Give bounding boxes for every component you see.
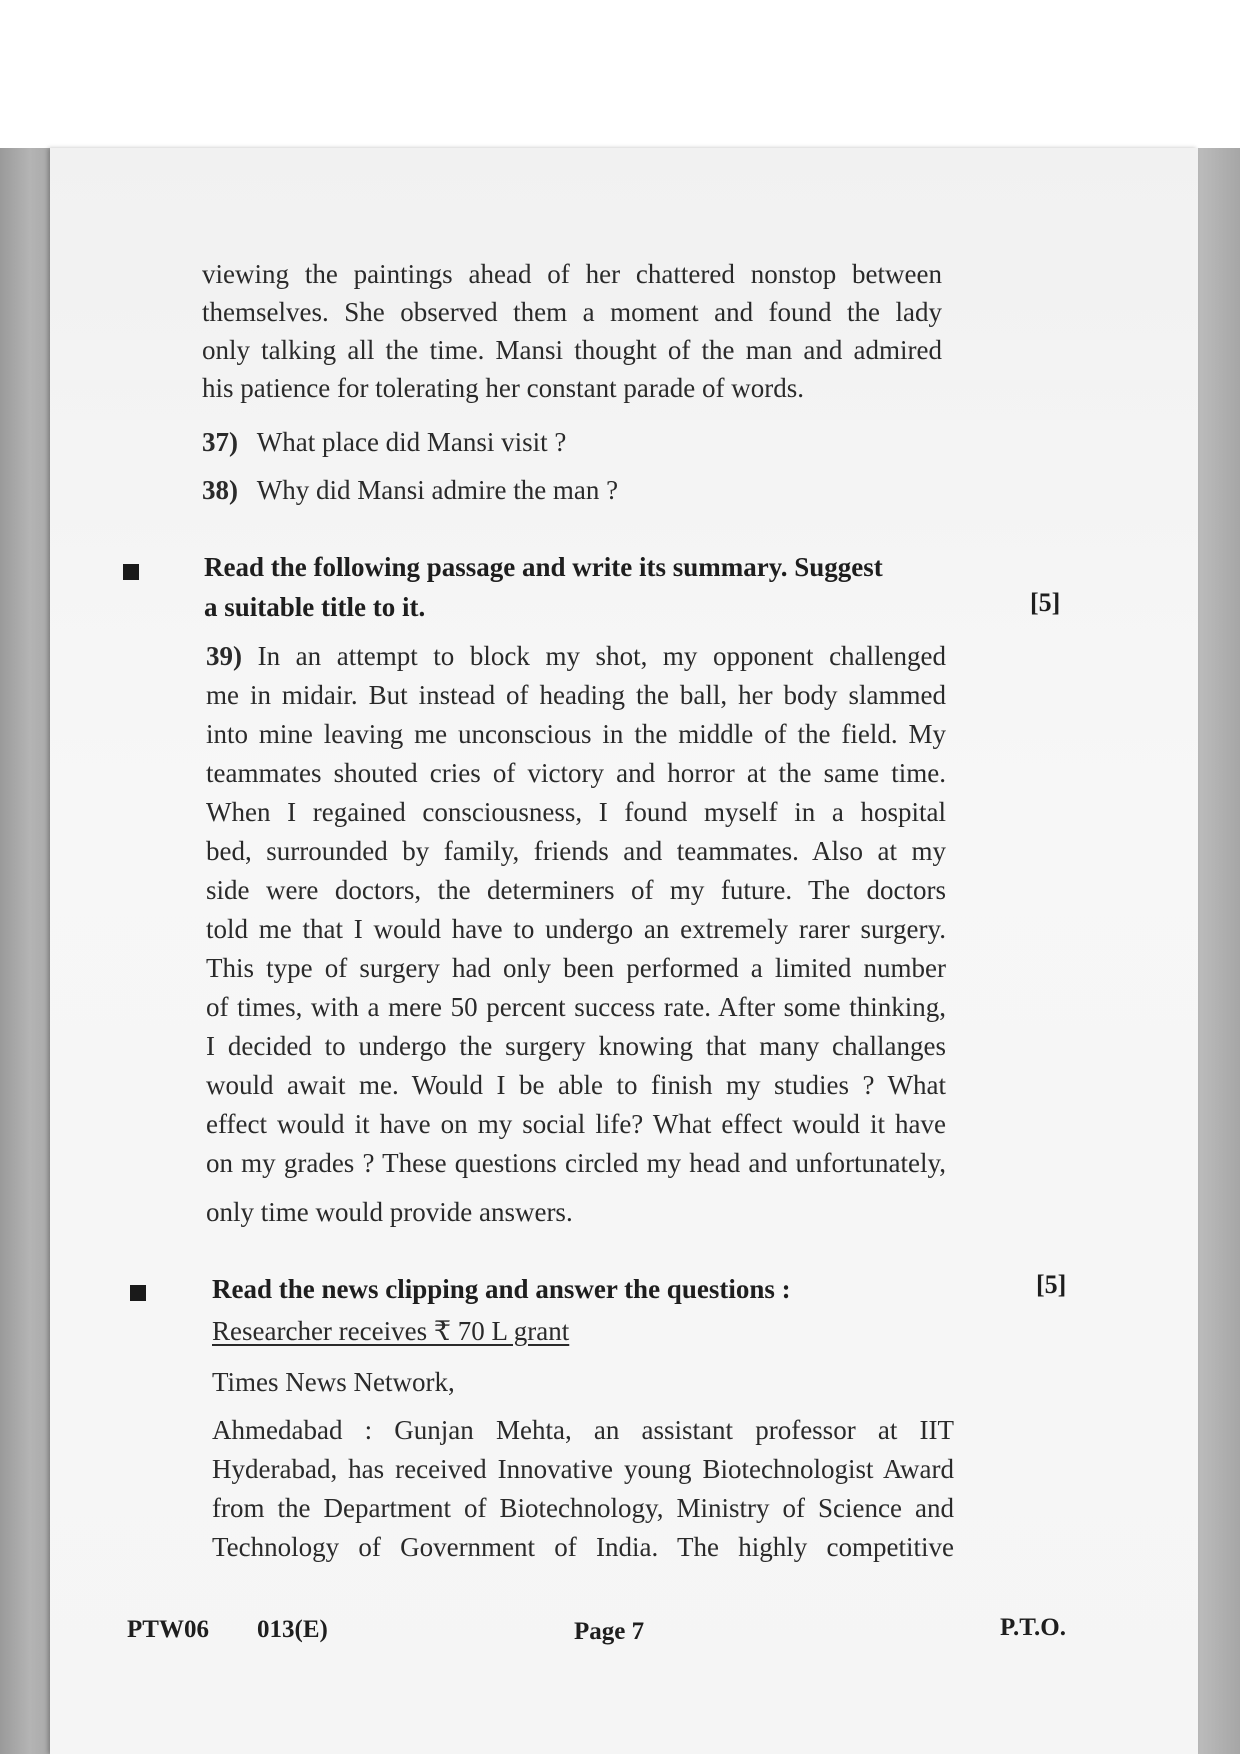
- passage-line: viewing the paintings ahead of her chattered nonstop between: [202, 259, 942, 289]
- passage-line: his patience for tolerating her constant parade of words.: [202, 373, 805, 403]
- news-line: Ahmedabad : Gunjan Mehta, an assistant professor at IIT: [212, 1415, 954, 1445]
- question-number: 37): [202, 427, 238, 457]
- question-number: 39): [206, 641, 242, 671]
- question-number: 38): [202, 475, 238, 505]
- section-bullet-icon: [123, 564, 139, 580]
- passage-line: into mine leaving me unconscious in the middle of the field. My: [206, 719, 946, 749]
- news-line: Hyderabad, has received Innovative young Biotechnologist Award: [212, 1454, 954, 1484]
- footer-page-number: Page 7: [574, 1618, 645, 1645]
- news-byline: Times News Network,: [212, 1367, 455, 1397]
- footer-paper-code: PTW06: [127, 1616, 209, 1643]
- news-section-heading: Read the news clipping and answer the questions :: [212, 1274, 791, 1304]
- passage-line: I decided to undergo the surgery knowing that many challanges: [206, 1031, 946, 1061]
- passage-line: only talking all the time. Mansi thought of the man and admired: [202, 335, 942, 365]
- summary-marks: [5]: [1030, 588, 1061, 617]
- footer-pto: P.T.O.: [1000, 1614, 1066, 1641]
- passage-line: only time would provide answers.: [206, 1197, 573, 1227]
- passage-line: side were doctors, the determiners of my future. The doctors: [206, 875, 946, 905]
- passage-line: This type of surgery had only been performed a limited number: [206, 953, 946, 983]
- news-marks: [5]: [1036, 1270, 1067, 1299]
- passage-text: In an attempt to block my shot, my opponent challenged: [257, 641, 947, 671]
- news-line: from the Department of Biotechnology, Ministry of Science and: [212, 1493, 954, 1523]
- summary-section-heading-cont: a suitable title to it.: [204, 592, 426, 622]
- summary-section-heading: Read the following passage and write its summary. Suggest: [204, 552, 883, 582]
- passage-line: would await me. Would I be able to finish my studies ? What: [206, 1070, 946, 1100]
- question-37: [202, 426, 566, 458]
- question-text: Why did Mansi admire the man ?: [256, 475, 619, 505]
- passage-line: bed, surrounded by family, friends and teammates. Also at my: [206, 836, 946, 866]
- passage-line: told me that I would have to undergo an extremely rarer surgery.: [206, 914, 946, 944]
- question-38: [202, 474, 618, 506]
- news-headline: Researcher receives ₹ 70 L grant: [212, 1316, 570, 1346]
- passage-line: When I regained consciousness, I found myself in a hospital: [206, 797, 946, 827]
- passage-line: of times, with a mere 50 percent success rate. After some thinking,: [206, 992, 946, 1022]
- news-line: Technology of Government of India. The highly competitive: [212, 1532, 954, 1562]
- passage-line: me in midair. But instead of heading the ball, her body slammed: [206, 680, 946, 710]
- passage-line: effect would it have on my social life? What effect would it have: [206, 1109, 946, 1139]
- passage-line: themselves. She observed them a moment and found the lady: [202, 297, 942, 327]
- question-text: What place did Mansi visit ?: [256, 427, 567, 457]
- passage-line: on my grades ? These questions circled my head and unfortunately,: [206, 1148, 946, 1178]
- passage-line: teammates shouted cries of victory and horror at the same time.: [206, 758, 946, 788]
- passage-line: [206, 640, 946, 672]
- section-bullet-icon: [130, 1285, 146, 1301]
- footer-subject-code: 013(E): [257, 1616, 328, 1643]
